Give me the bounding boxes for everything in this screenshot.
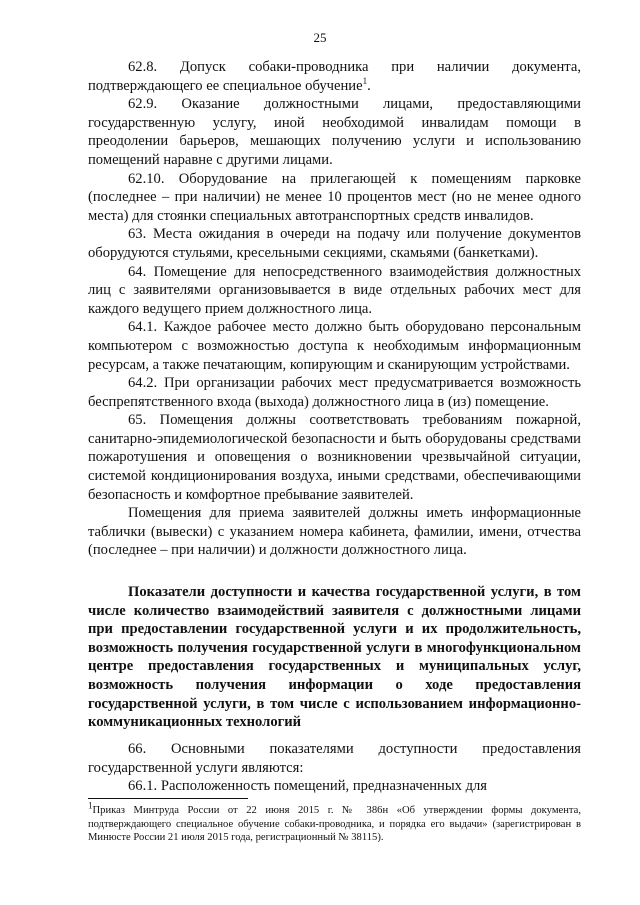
section-66 <box>88 740 581 796</box>
paragraph-63: 63. Места ожидания в очереди на подачу или получение документов оборудуются стульями, кресельными секциями, скамьями (банкетками). <box>88 226 581 261</box>
paragraph-66-1: 66.1. Расположенность помещений, предназначенных для <box>128 778 488 795</box>
paragraph-62-8: 62.8. Допуск собаки-проводника при наличии документа, подтверждающего ее специальное обучение$^1$. <box>88 59 581 94</box>
paragraph-64-1: 64.1. Каждое рабочее место должно быть оборудовано персональным компьютером с возможностью доступа к необходимым информационным ресурсам, а также печатающим, копирующим и сканирующим устройствами. <box>88 319 581 373</box>
paragraph-62-10: 62.10. Оборудование на прилегающей к помещениям парковке (последнее – при наличии) не менее 10 процентов мест (но не менее одного места) для стоянки специальных автотранспортных средств инвалидов. <box>88 170 581 224</box>
footnote-divider <box>88 798 248 799</box>
footnote-ref[interactable]: 1 <box>362 75 368 86</box>
paragraph-65: 65. Помещения должны соответствовать требованиям пожарной, санитарно-эпидемиологической безопасности и быть оборудованы средствами пожаротушения и оповещения о возникновении чрезвычайной ситуации, системой кондиционирования воздуха, иными средствами, обеспечивающими безопасность и комфортное пребывание заявителей. <box>88 412 581 503</box>
section-heading: Показатели доступности и качества государственной услуги, в том числе количество взаимодействий заявителя с должностными лицами при предоставлении государственной услуги и их продолжительность, возможность получения государственной услуги в многофункциональном центре предоставления государственных и муниципальных услуг, возможность получения информации о ходе предоставления государственной услуги, в том числе с использованием информационно-коммуникационных технологий <box>88 584 581 731</box>
footnote-text: Приказ Минтруда России от 22 июня 2015 г. № 386н «Об утверждении формы документа, подтверждающего специальное обучение собаки-проводника, и порядка его выдачи» (зарегистрирован в Минюсте России 21 июля 2015 года, регистрационный № 38115). <box>88 805 581 843</box>
paragraph-signage: Помещения для приема заявителей должны иметь информационные таблички (вывески) с указанием номера кабинета, фамилии, имени, отчества (последнее – при наличии) и должности должностного лица. <box>88 505 581 559</box>
paragraph-66: 66. Основными показателями доступности предоставления государственной услуги являются: <box>88 741 581 776</box>
paragraph-64: 64. Помещение для непосредственного взаимодействия должностных лиц с заявителями организовывается в виде отдельных рабочих мест для каждого ведущего прием должностного лица. <box>88 263 581 317</box>
footnote-mark: 1 <box>88 800 93 811</box>
body-text <box>88 58 581 560</box>
paragraph-64-2: 64.2. При организации рабочих мест предусматривается возможность беспрепятственного входа (выхода) должностного лица в (из) помещение. <box>88 375 581 410</box>
paragraph-62-9: 62.9. Оказание должностными лицами, предоставляющими государственную услугу, иной необходимой инвалидам помощи в преодолении барьеров, мешающих получению услуги и использованию помещений наравне с другими лицами. <box>88 96 581 168</box>
footnote <box>88 800 581 845</box>
page-number: 25 <box>313 30 327 45</box>
